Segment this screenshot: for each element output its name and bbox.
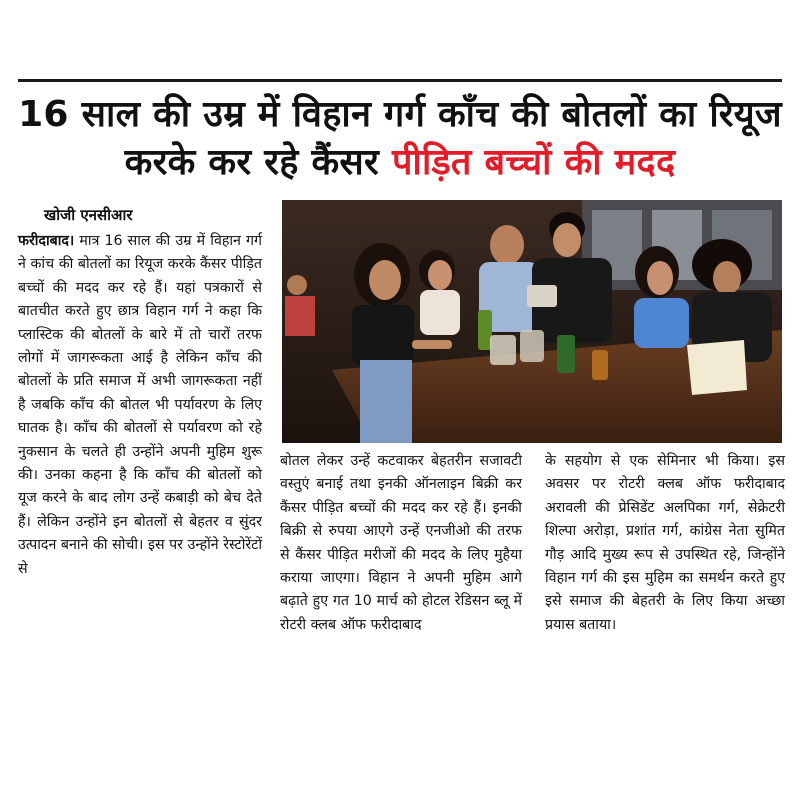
article-column-2: बोतल लेकर उन्हें कटवाकर बेहतरीन सजावटी वस्तुएं बनाई तथा इनकी ऑनलाइन बिक्री कर कैंसर पीड़ित बच्चों की मदद कर रहे हैं। इनकी बिक्री से रुपया आएगे उन्हें एनजीओ की तरफ से कैंसर पीड़ित मरीजों की मदद के लिए मुहैया कराया जाएगा। विहान ने अपनी मुहिम आगे बढ़ाते हुए गत 10 मार्च को होटल रेडिसन ब्लू में रोटरी क्लब ऑफ फरीदाबाद: [280, 453, 522, 633]
article-column-3: के सहयोग से एक सेमिनार भी किया। इस अवसर पर रोटरी क्लब ऑफ फरीदाबाद अरावली की प्रेसिडेंट अलपिका गर्ग, सेक्रेटरी शिल्पा अरोड़ा, प्रशांत गर्ग, कांग्रेस नेता सुमित गौड़ आदि मुख्य रूप से उपस्थित रहे, जिन्होंने विहान गर्ग की इस मुहिम का समर्थन करते हुए इसे समाज की बेहतरी के लिए किया अच्छा प्रयास बताया।: [545, 453, 785, 633]
byline: खोजी एनसीआर: [44, 206, 133, 224]
dateline: फरीदाबाद।: [18, 233, 75, 249]
headline-line-1: 16 साल की उम्र में विहान गर्ग काँच की बोतलों का रियूज: [18, 94, 782, 135]
photo-illustration: [282, 200, 782, 443]
news-photo: [282, 200, 782, 443]
headline-black-part: करके कर रहे कैंसर: [124, 142, 380, 183]
top-rule: [18, 79, 782, 82]
column-1-text: मात्र 16 साल की उम्र में विहान गर्ग ने कांच की बोतलों का रियूज करके कैंसर पीड़ित बच्चों की मदद कर रहे हैं। यहां पत्रकारों से बातचीत करते हुए छात्र विहान गर्ग ने कहा कि प्लास्टिक की बोतलों के बारे में तो चारों तरफ लोगों में जागरूकता आई है लेकिन काँच की बोतलों के प्रति समाज में अभी जागरूकता नहीं है जबकि काँच की बोतल भी पर्यावरण के लिए घातक है। काँच की बोतलों से पर्यावरण को रहे नुकसान के चलते ही उन्होंने अपनी मुहिम शुरू की। उनका कहना है कि काँच की बोतलों को यूज करने के बाद लोग उन्हें कबाड़ी को बेच देते हैं। लेकिन उन्होंने इन बोतलों से बेहतर व सुंदर उत्पादन बनाने की सोची। इस पर उन्होंने रेस्टोरेंटों से: [18, 233, 262, 577]
article-column-1: [18, 230, 262, 581]
headline-red-part: पीड़ित बच्चों की मदद: [391, 142, 676, 183]
headline-line-2: [18, 140, 782, 186]
